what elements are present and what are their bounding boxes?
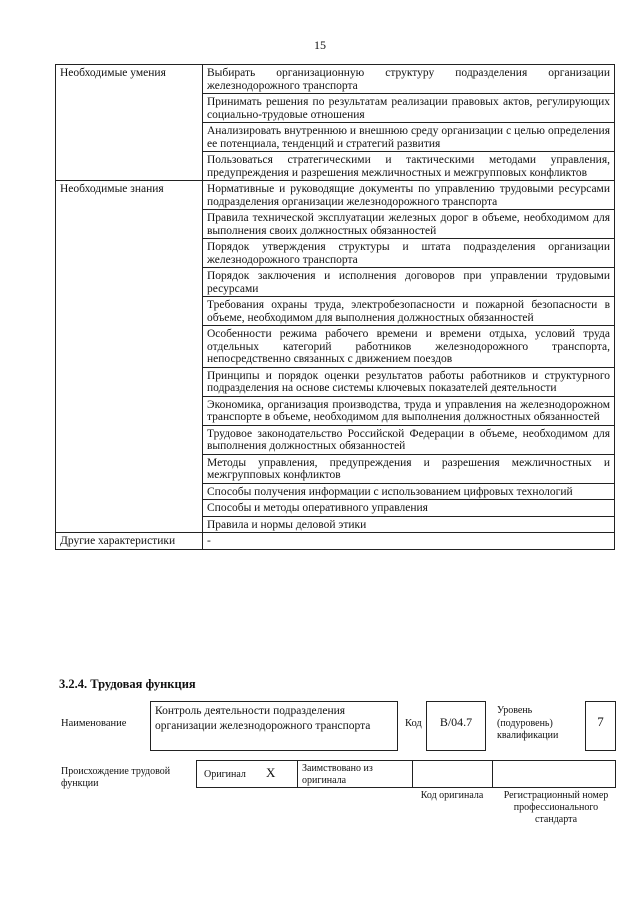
level-label: Уровень (подуровень) квалификации <box>497 705 559 741</box>
requirement-text: Требования охраны труда, электробезопасности и пожарной безопасности в объеме, необходимом для выполнения должностных обязанностей <box>203 297 615 326</box>
name-value: Контроль деятельности подразделения организации железнодорожного транспорта <box>155 705 371 732</box>
requirement-text: Порядок утверждения структуры и штата подразделения организации железнодорожного транспорта <box>203 239 615 268</box>
code-value: B/04.7 <box>439 715 473 729</box>
requirement-text: Выбирать организационную структуру подразделения организации железнодорожного транспорта <box>203 65 615 94</box>
requirement-text: Пользоваться стратегическими и тактическими методами управления, предупреждения и разрешения межличностных и межгрупповых конфликтов <box>203 152 615 181</box>
group-label: Необходимые умения <box>56 65 203 181</box>
original-mark: X <box>266 765 276 780</box>
origin-divider-1 <box>297 760 298 788</box>
code-original-caption: Код оригинала <box>420 790 484 801</box>
requirement-text: Способы и методы оперативного управления <box>203 500 615 517</box>
requirement-text: Экономика, организация производства, труда и управления на железнодорожном транспорте в объеме, необходимом для выполнения должностных обязанностей <box>203 396 615 425</box>
reg-number-caption: Регистрационный номер профессионального стандарта <box>503 790 609 825</box>
page-number: 15 <box>314 38 326 52</box>
requirement-text: - <box>203 533 615 550</box>
group-label: Необходимые знания <box>56 181 203 533</box>
borrowed-label: Заимствовано из оригинала <box>302 763 373 786</box>
requirement-text: Особенности режима рабочего времени и времени отдыха, условий труда отдельных категорий работников железнодорожного транспорта, непосредственно связанных с движением поездов <box>203 326 615 368</box>
group-label: Другие характеристики <box>56 533 203 550</box>
requirement-text: Нормативные и руководящие документы по управлению трудовыми ресурсами подразделения организации железнодорожного транспорта <box>203 181 615 210</box>
requirement-text: Принципы и порядок оценки результатов работы работников и структурного подразделения на основе системы ключевых показателей деятельности <box>203 367 615 396</box>
requirement-text: Анализировать внутреннюю и внешнюю среду организации с целью определения ее потенциала, тенденций и стратегий развития <box>203 123 615 152</box>
origin-divider-2 <box>412 760 413 788</box>
requirement-text: Принимать решения по результатам реализации правовых актов, регулирующих социально-трудовые отношения <box>203 94 615 123</box>
table-row <box>56 181 615 210</box>
section-title: 3.2.4. Трудовая функция <box>59 677 196 691</box>
original-label: Оригинал <box>204 769 246 780</box>
table-row <box>56 533 615 550</box>
origin-divider-3 <box>492 760 493 788</box>
requirement-text: Трудовое законодательство Российской Федерации в объеме, необходимом для выполнения должностных обязанностей <box>203 425 615 454</box>
requirements-table <box>55 64 615 550</box>
level-value: 7 <box>597 714 604 729</box>
code-label: Код <box>405 718 422 729</box>
name-label: Наименование <box>61 718 127 729</box>
requirement-text: Способы получения информации с использованием цифровых технологий <box>203 483 615 500</box>
requirement-text: Правила и нормы деловой этики <box>203 516 615 533</box>
requirement-text: Порядок заключения и исполнения договоров при управлении трудовыми ресурсами <box>203 268 615 297</box>
requirement-text: Методы управления, предупреждения и разрешения межличностных и межгрупповых конфликтов <box>203 454 615 483</box>
origin-label: Происхождение трудовой функции <box>61 766 171 789</box>
table-row <box>56 65 615 94</box>
requirement-text: Правила технической эксплуатации железных дорог в объеме, необходимом для выполнения своих должностных обязанностей <box>203 210 615 239</box>
